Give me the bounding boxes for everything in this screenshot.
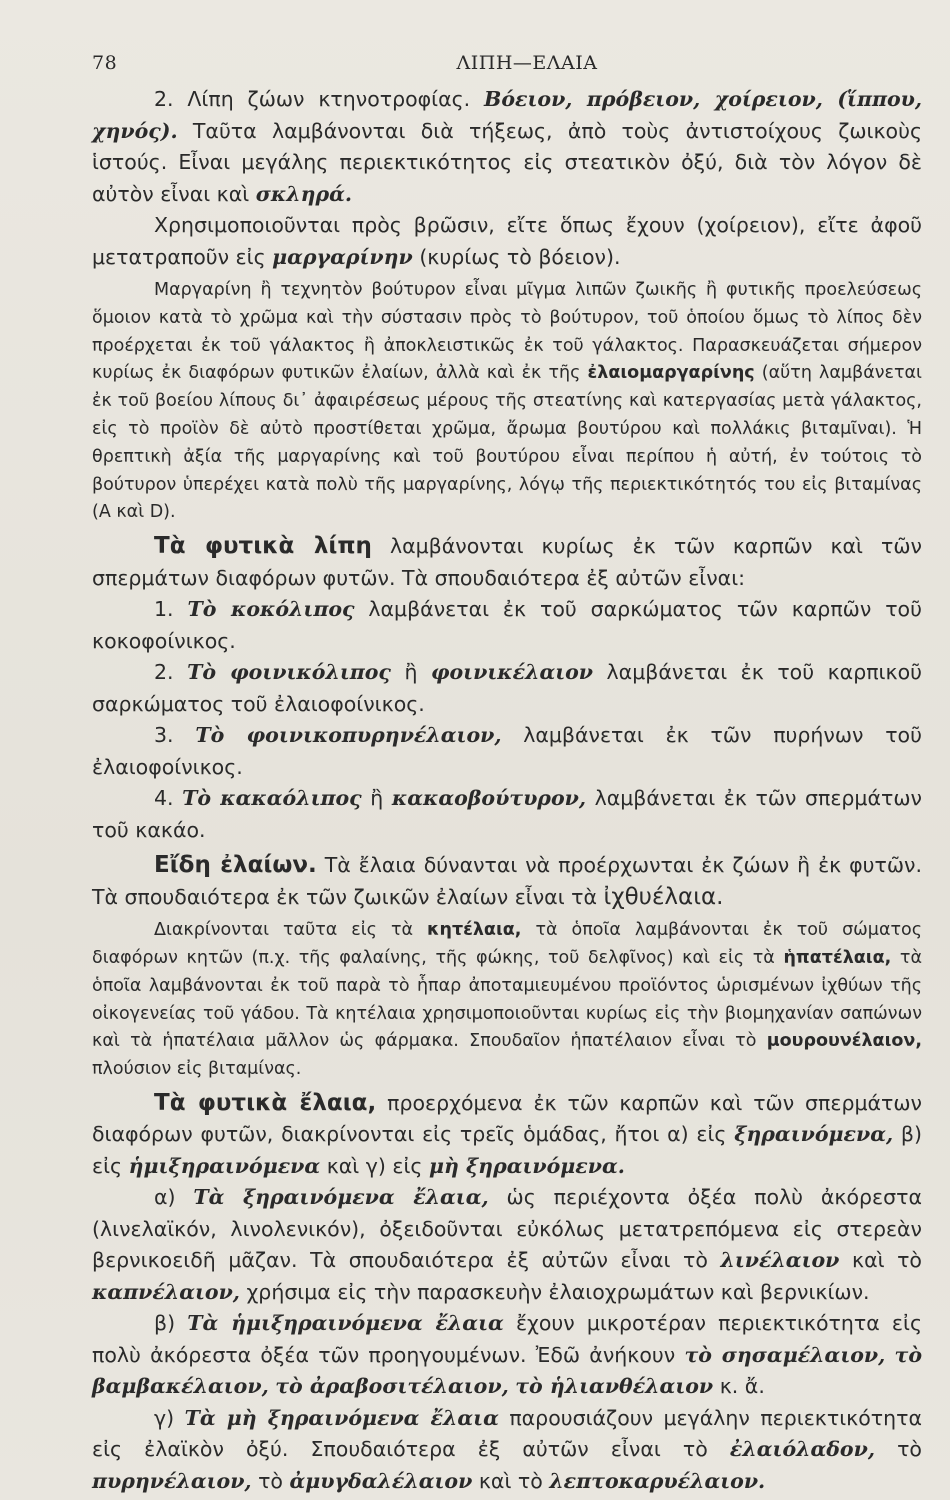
- term-corn-oil: τὸ ἀραβοσιτέλαιον,: [275, 1374, 509, 1399]
- term-sunflower-oil: τὸ ἡλιανθέλαιον: [515, 1374, 714, 1399]
- term-cod-liver-oil: μουρουνέλαιον,: [766, 1031, 922, 1052]
- term-drying-oils: Τὰ ξηραινόμενα ἔλαια,: [193, 1185, 489, 1210]
- term-olive-oil: ἐλαιόλαδον,: [729, 1437, 875, 1462]
- term-non-drying-oils: Τὰ μὴ ξηραινόμενα ἔλαια: [184, 1405, 499, 1430]
- heading-oil-types: Εἴδη ἐλαίων.: [154, 852, 317, 879]
- paragraph-vegetable-fats: Τὰ φυτικὰ λίπη λαμβάνονται κυρίως ἐκ τῶν καρπῶν καὶ τῶν σπερμάτων διαφόρων φυτῶν. Τὰ σπουδαιότερα ἐξ αὐτῶν εἶναι:: [92, 533, 922, 590]
- term-cocoa-butter: κακαοβούτυρον,: [391, 786, 586, 811]
- term-coconut-fat: Τὸ κοκόλιπος: [187, 597, 355, 622]
- term-cocoa-fat: Τὸ κακαόλιπος: [182, 786, 362, 811]
- list-item: 3. Τὸ φοινικοπυρηνέλαιον, λαμβάνεται ἐκ τῶν πυρήνων τοῦ ἐλαιοφοίνικος.: [92, 723, 922, 779]
- paragraph-margarine: Μαργαρίνη ἢ τεχνητὸν βούτυρον εἶναι μῖγμα λιπῶν ζωικῆς ἢ φυτικῆς προελεύσεως ὅμοιον κατὰ τὸ χρῶμα καὶ τὴν σύστασιν πρὸς τὸ βούτυρον, τοῦ ὁποίου ὅμως τὸ λίπος δὲν προέρχεται ἐκ τοῦ γάλακτος ἢ ἀποκλειστικῶς ἐκ τοῦ γάλακτος. Παρασκευάζεται σήμερον κυρίως ἐκ διαφόρων φυτικῶν ἐλαίων, ἀλλὰ καὶ ἐκ τῆς ἐλαιομαργαρίνης (αὕτη λαμβάνεται ἐκ τοῦ βοείου λίπους δι᾽ ἀφαιρέσεως μέρους τῆς στεατίνης καὶ κατεργασίας μετὰ γάλακτος, εἰς τὸ προϊὸν δὲ αὐτὸ προστίθεται χρῶμα, ἄρωμα βουτύρου καὶ πολλάκις βιταμῖναι). Ἡ θρεπτικὴ ἀξία τῆς μαργαρίνης καὶ τοῦ βουτύρου εἶναι περίπου ἡ αὐτή, ἐν τούτοις τὸ βούτυρον ὑπερέχει κατὰ πολὺ τῆς μαργαρίνης, λόγῳ τῆς περιεκτικότητός του εἰς βιταμίνας (A καὶ D).: [92, 280, 922, 523]
- running-title: ΛΙΠΗ—ΕΛΑΙΑ: [456, 52, 598, 74]
- term-whale-oils: κητέλαια,: [427, 920, 522, 941]
- term-palm-kernel-oil: Τὸ φοινικοπυρηνέλαιον,: [195, 723, 502, 748]
- paragraph-drying-oils: α) Τὰ ξηραινόμενα ἔλαια, ὡς περιέχοντα ὀξέα πολὺ ἀκόρεστα (λινελαϊκόν, λινολενικόν), ὀξειδοῦνται εὐκόλως μετατρεπόμενα εἰς στερεὰν βερνικοειδῆ μᾶζαν. Τὰ σπουδαιότερα ἐξ αὐτῶν εἶναι τὸ λινέλαιον καὶ τὸ καπνέλαιον, χρήσιμα εἰς τὴν παρασκευὴν ἐλαιοχρωμάτων καὶ βερνικίων.: [92, 1185, 922, 1304]
- section-lead: 2. Λίπη ζώων κτηνοτροφίας.: [154, 87, 471, 111]
- paragraph-fish-oils: Διακρίνονται ταῦτα εἰς τὰ κητέλαια, τὰ ὁποῖα λαμβάνονται ἐκ τοῦ σώματος διαφόρων κητῶν (π.χ. τῆς φαλαίνης, τῆς φώκης, τοῦ δελφῖνος) καὶ εἰς τὰ ἡπατέλαια, τὰ ὁποῖα λαμβάνονται ἐκ τοῦ παρὰ τὸ ἧπαρ ἀποταμιευμένου προϊόντος ὡρισμένων ἰχθύων τῆς οἰκογενείας τοῦ γάδου. Τὰ κητέλαια χρησιμοποιοῦνται κυρίως εἰς τὴν βιομηχανίαν σαπώνων καὶ τὰ ἡπατέλαια μᾶλλον ὡς φάρμακα. Σπουδαῖον ἡπατέλαιον εἶναι τὸ μουρουνέλαιον, πλούσιον εἰς βιταμίνας.: [92, 920, 922, 1080]
- term-hazelnut-oil: λεπτοκαρυέλαιον.: [549, 1468, 766, 1493]
- term-sesame-oil: τὸ σησαμέλαιον,: [684, 1342, 886, 1367]
- term-palm-fat: Τὸ φοινικόλιπος: [187, 660, 391, 685]
- paragraph-semi-drying-oils: β) Τὰ ἡμιξηραινόμενα ἔλαια ἔχουν μικροτέραν περιεκτικότητα εἰς πολὺ ἀκόρεστα ὀξέα τῶν προηγουμένων. Ἐδῶ ἀνήκουν τὸ σησαμέλαιον, τὸ βαμβακέλαιον, τὸ ἀραβοσιτέλαιον, τὸ ἡλιανθέλαιον κ. ἄ.: [92, 1311, 922, 1399]
- term-hard: σκληρά.: [255, 181, 353, 206]
- list-item: 2. Τὸ φοινικόλιπος ἢ φοινικέλαιον λαμβάνεται ἐκ τοῦ καρπικοῦ σαρκώματος τοῦ ἐλαιοφοίνικος.: [92, 660, 922, 716]
- paragraph-animal-fats: 2. Λίπη ζώων κτηνοτροφίας. Βόειον, πρόβειον, χοίρειον, (ἵππου, χηνός). Ταῦτα λαμβάνονται διὰ τήξεως, ἀπὸ τοὺς ἀντιστοίχους ζωικοὺς ἱστούς. Εἶναι μεγάλης περιεκτικότητος εἰς στεατικὸν ὀξύ, διὰ τὸν λόγον δὲ αὐτὸν εἶναι καὶ σκληρά.: [92, 87, 922, 206]
- paragraph-vegetable-oils: Τὰ φυτικὰ ἔλαια, προερχόμενα ἐκ τῶν καρπῶν καὶ τῶν σπερμάτων διαφόρων φυτῶν, διακρίνονται εἰς τρεῖς ὁμάδας, ἤτοι α) εἰς ξηραινόμενα, β) εἰς ἡμιξηραινόμενα καὶ γ) εἰς μὴ ξηραινόμενα.: [92, 1089, 923, 1178]
- term-fish-oils: ἰχθυέλαια.: [603, 883, 724, 910]
- term-non-drying: μὴ ξηραινόμενα.: [428, 1153, 625, 1178]
- list-item: 4. Τὸ κακαόλιπος ἢ κακαοβούτυρον, λαμβάνεται ἐκ τῶν σπερμάτων τοῦ κακάο.: [92, 786, 922, 842]
- heading-vegetable-fats: Τὰ φυτικὰ λίπη: [154, 533, 372, 560]
- page-header: [92, 44, 922, 84]
- paragraph-non-drying-oils: γ) Τὰ μὴ ξηραινόμενα ἔλαια παρουσιάζουν μεγάλην περιεκτικότητα εἰς ἐλαϊκὸν ὀξύ. Σπουδαιότερα ἐξ αὐτῶν εἶναι τὸ ἐλαιόλαδον, τὸ πυρηνέλαιον, τὸ ἀμυγδαλέλαιον καὶ τὸ λεπτοκαρυέλαιον.: [92, 1405, 922, 1493]
- term-margarine: μαργαρίνην: [272, 244, 413, 269]
- term-cotton-oil: τὸ βαμβακέλαιον,: [92, 1342, 922, 1399]
- term-drying: ξηραινόμενα,: [734, 1122, 894, 1147]
- term-hemp-oil: καπνέλαιον,: [92, 1279, 240, 1304]
- term-almond-oil: ἀμυγδαλέλαιον: [289, 1468, 473, 1493]
- heading-vegetable-oils: Τὰ φυτικὰ ἔλαια,: [154, 1089, 377, 1116]
- page-number: 78: [92, 52, 118, 74]
- term-linseed-oil: λινέλαιον: [720, 1248, 840, 1273]
- term-palm-oil: φοινικέλαιον: [430, 660, 594, 685]
- term-liver-oils: ἡπατέλαια,: [783, 947, 892, 968]
- paragraph-uses: Χρησιμοποιοῦνται πρὸς βρῶσιν, εἴτε ὅπως ἔχουν (χοίρειον), εἴτε ἀφοῦ μετατραποῦν εἰς μαργαρίνην (κυρίως τὸ βόειον).: [92, 213, 922, 269]
- list-item: 1. Τὸ κοκόλιπος λαμβάνεται ἐκ τοῦ σαρκώματος τῶν καρπῶν τοῦ κοκοφοίνικος.: [92, 597, 922, 653]
- fat-kinds: Βόειον, πρόβειον, χοίρειον, (ἵππου, χηνός).: [92, 87, 922, 143]
- term-semi-drying: ἡμιξηραινόμενα: [128, 1153, 321, 1178]
- term-oleomargarine: ἐλαιομαργαρίνης: [587, 363, 755, 384]
- paragraph-oil-types: Εἴδη ἐλαίων. Τὰ ἔλαια δύνανται νὰ προέρχωνται ἐκ ζώων ἢ ἐκ φυτῶν. Τὰ σπουδαιότερα ἐκ τῶν ζωικῶν ἐλαίων εἶναι τὰ ἰχθυέλαια.: [92, 852, 922, 910]
- term-semi-drying-oils: Τὰ ἡμιξηραινόμενα ἔλαια: [187, 1311, 504, 1336]
- term-kernel-oil: πυρηνέλαιον,: [92, 1468, 252, 1493]
